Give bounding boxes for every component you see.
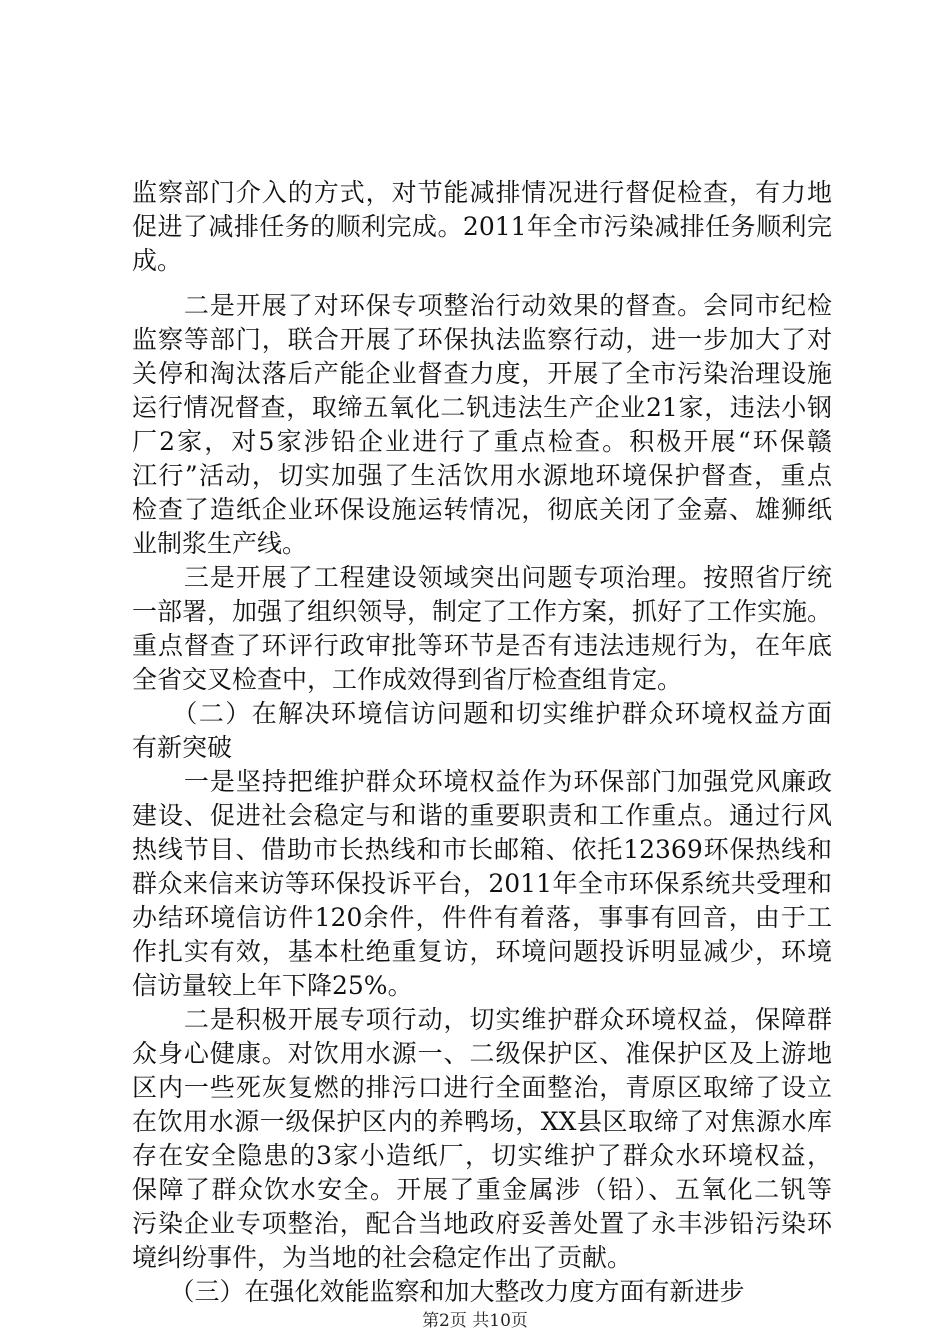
text-line: 群众来信来访等环保投诉平台，2011年全市环保系统共受理和 — [132, 869, 832, 898]
text-line: 众身心健康。对饮用水源一、二级保护区、准保护区及上游地 — [132, 1039, 832, 1068]
text-line: 作扎实有效，基本杜绝重复访，环境问题投诉明显减少，环境 — [132, 937, 832, 966]
text-line: 二是积极开展专项行动，切实维护群众环境权益，保障群 — [132, 1005, 832, 1034]
section-heading: （三）在强化效能监察和加大整改力度方面有新进步 — [132, 1277, 745, 1306]
text-line: 重点督查了环评行政审批等环节是否有违法违规行为，在年底 — [132, 631, 832, 660]
text-line: 热线节目、借助市长热线和市长邮箱、依托12369环保热线和 — [132, 835, 832, 864]
text-line: 保障了群众饮水安全。开展了重金属涉（铅）、五氧化二钒等 — [132, 1175, 832, 1204]
text-line: 监察等部门，联合开展了环保执法监察行动，进一步加大了对 — [132, 325, 832, 354]
text-line: 业制浆生产线。 — [132, 529, 308, 558]
text-line: 污染企业专项整治，配合当地政府妥善处置了永丰涉铅污染环 — [132, 1209, 832, 1238]
text-line: 关停和淘汰落后产能企业督查力度，开展了全市污染治理设施 — [132, 359, 832, 388]
text-line: 信访量较上年下降25%。 — [132, 971, 413, 1000]
text-line: 办结环境信访件120余件，件件有着落，事事有回音，由于工 — [132, 903, 832, 932]
text-line: 二是开展了对环保专项整治行动效果的督查。会同市纪检 — [132, 291, 832, 320]
text-line: 监察部门介入的方式，对节能减排情况进行督促检查，有力地 — [132, 178, 832, 207]
section-heading: 有新突破 — [132, 733, 233, 762]
text-line: 三是开展了工程建设领域突出问题专项治理。按照省厅统 — [132, 563, 832, 592]
text-line: 厂2家，对5家涉铅企业进行了重点检查。积极开展“环保赣 — [132, 427, 832, 456]
section-heading: （二）在解决环境信访问题和切实维护群众环境权益方面 — [132, 699, 832, 728]
text-line: 促进了减排任务的顺利完成。2011年全市污染减排任务顺利完 — [132, 212, 832, 241]
text-line: 存在安全隐患的3家小造纸厂，切实维护了群众水环境权益， — [132, 1141, 832, 1170]
text-line: 在饮用水源一级保护区内的养鸭场，XX县区取缔了对焦源水库 — [132, 1107, 832, 1136]
text-line: 一部署，加强了组织领导，制定了工作方案，抓好了工作实施。 — [132, 597, 833, 626]
text-line: 运行情况督查，取缔五氧化二钒违法生产企业21家，违法小钢 — [132, 393, 832, 422]
text-line: 区内一些死灰复燃的排污口进行全面整治，青原区取缔了设立 — [132, 1073, 832, 1102]
text-line: 江行”活动，切实加强了生活饮用水源地环境保护督查，重点 — [132, 461, 832, 490]
text-line: 检查了造纸企业环保设施运转情况，彻底关闭了金嘉、雄狮纸 — [132, 495, 832, 524]
text-line: 建设、促进社会稳定与和谐的重要职责和工作重点。通过行风 — [132, 801, 832, 830]
text-line: 成。 — [132, 246, 183, 275]
page-footer: 第2页 共10页 — [422, 1311, 528, 1331]
text-line: 境纠纷事件，为当地的社会稳定作出了贡献。 — [132, 1243, 633, 1272]
text-line: 全省交叉检查中，工作成效得到省厅检查组肯定。 — [132, 665, 683, 694]
text-line: 一是坚持把维护群众环境权益作为环保部门加强党风廉政 — [132, 767, 832, 796]
